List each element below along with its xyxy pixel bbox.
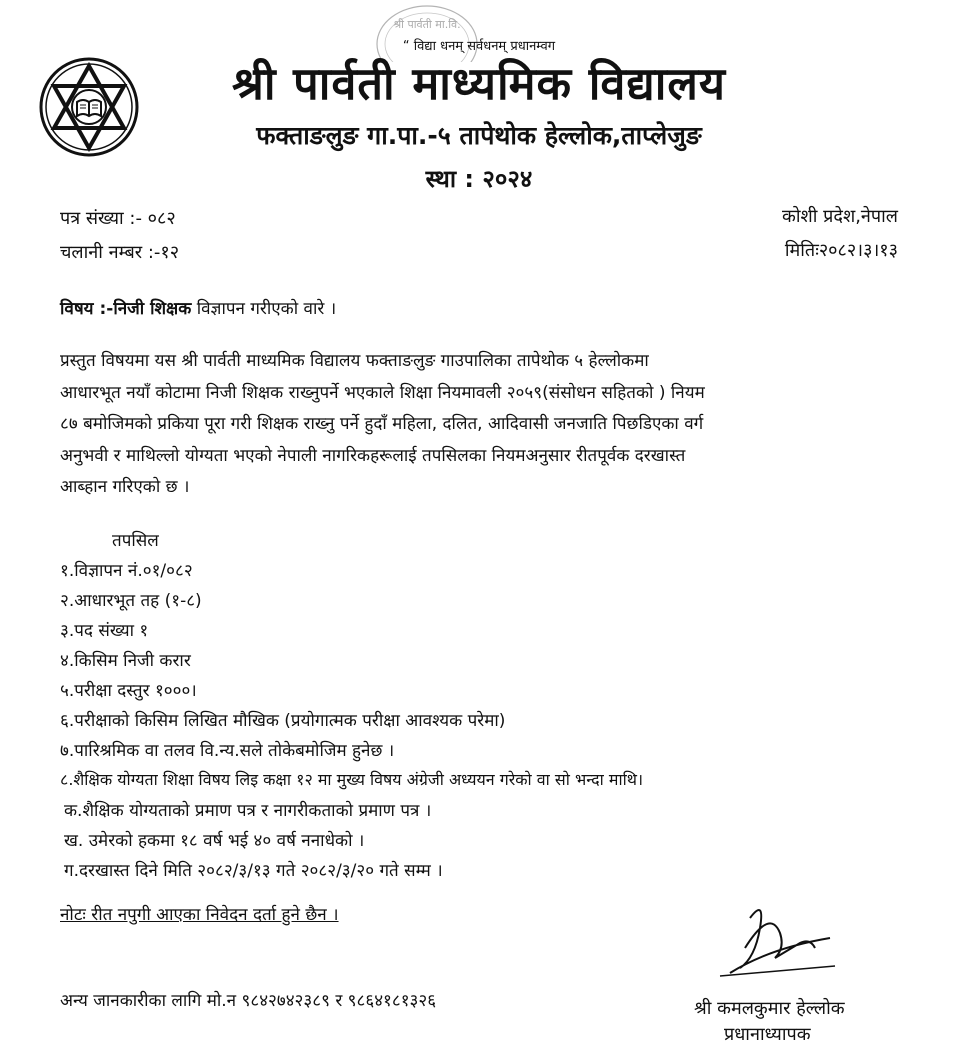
signature bbox=[690, 888, 840, 983]
list-item: ३.पद संख्या १ bbox=[60, 621, 149, 641]
list-item: १.विज्ञापन नं.०१/०८२ bbox=[60, 561, 193, 581]
body-line: प्रस्तुत विषयमा यस श्री पार्वती माध्यमिक विद्यालय फक्ताङलुङ गाउपालिका तापेथोक ५ हेल्लोकमा bbox=[60, 351, 649, 371]
sub-list-item: ग.दरखास्त दिने मिति २०८२/३/१३ गते २०८२/३/२० गते सम्म । bbox=[64, 861, 443, 881]
list-item: ६.परीक्षाको किसिम लिखित मौखिक (प्रयोगात्मक परीक्षा आवश्यक परेमा) bbox=[60, 711, 506, 731]
body-line: ८७ बमोजिमको प्रकिया पूरा गरी शिक्षक राख्नु पर्ने हुदाँ महिला, दलित, आदिवासी जनजाति पिछडिएका वर्ग bbox=[60, 414, 704, 434]
list-item: ५.परीक्षा दस्तुर १०००। bbox=[60, 681, 197, 701]
signatory-title: प्रधानाध्यापक bbox=[724, 1024, 811, 1045]
subject-line bbox=[60, 296, 336, 319]
established-year: स्था : २०२४ bbox=[425, 165, 533, 193]
body-line: आधारभूत नयाँ कोटामा निजी शिक्षक राख्नुपर्ने भएकाले शिक्षा नियमावली २०५९(संसोधन सहितको ) नियम bbox=[60, 382, 705, 403]
province: कोशी प्रदेश,नेपाल bbox=[782, 206, 898, 227]
list-item: ४.किसिम निजी करार bbox=[60, 651, 191, 671]
letter-date: मितिः२०८२।३।१३ bbox=[784, 240, 898, 261]
dispatch-number: चलानी नम्बर :-१२ bbox=[60, 242, 180, 263]
seal-text: श्री पार्वती मा.वि. bbox=[393, 18, 461, 31]
subject-label: विषय :-निजी शिक्षक bbox=[60, 299, 192, 319]
school-motto: “ विद्या धनम् सर्वधनम् प्रधानम्वग bbox=[402, 39, 556, 54]
details-heading: तपसिल bbox=[112, 531, 159, 551]
subject-text: विज्ञापन गरीएको वारे । bbox=[191, 299, 337, 319]
note: नोटः रीत नपुगी आएका निवेदन दर्ता हुने छैन । bbox=[60, 905, 339, 925]
body-line: अनुभवी र माथिल्लो योग्यता भएको नेपाली नागरिकहरूलाई तपसिलका नियमअनुसार रीतपूर्वक दरखास्त bbox=[60, 445, 686, 466]
body-line: आब्हान गरिएको छ । bbox=[60, 477, 190, 497]
list-item: ८.शैक्षिक योग्यता शिक्षा विषय लिइ कक्षा १२ मा मुख्य विषय अंग्रेजी अध्ययन गरेको वा सो भन्दा माथि। bbox=[60, 770, 644, 789]
sub-list-item: क.शैक्षिक योग्यताको प्रमाण पत्र र नागरीकताको प्रमाण पत्र । bbox=[64, 801, 432, 821]
letter-number: पत्र संख्या :- ०८२ bbox=[60, 208, 176, 229]
school-name: श्री पार्वती माध्यमिक विद्यालय bbox=[231, 57, 727, 110]
school-address: फक्ताङलुङ गा.पा.-५ तापेथोक हेल्लोक,ताप्लेजुङ bbox=[256, 121, 702, 150]
list-item: ७.पारिश्रमिक वा तलव वि.न्य.सले तोकेबमोजिम हुनेछ । bbox=[60, 741, 395, 761]
body-paragraph bbox=[60, 346, 910, 504]
contact-info: अन्य जानकारीका लागि मो.न ९८४२७४२३८९ र ९८६४१८१३२६ bbox=[60, 991, 437, 1011]
signatory-name: श्री कमलकुमार हेल्लोक bbox=[694, 998, 845, 1019]
list-item: २.आधारभूत तह (१-८) bbox=[60, 591, 202, 611]
sub-list-item: ख. उमेरको हकमा १८ वर्ष भई ४० वर्ष ननाधेको । bbox=[64, 831, 365, 851]
